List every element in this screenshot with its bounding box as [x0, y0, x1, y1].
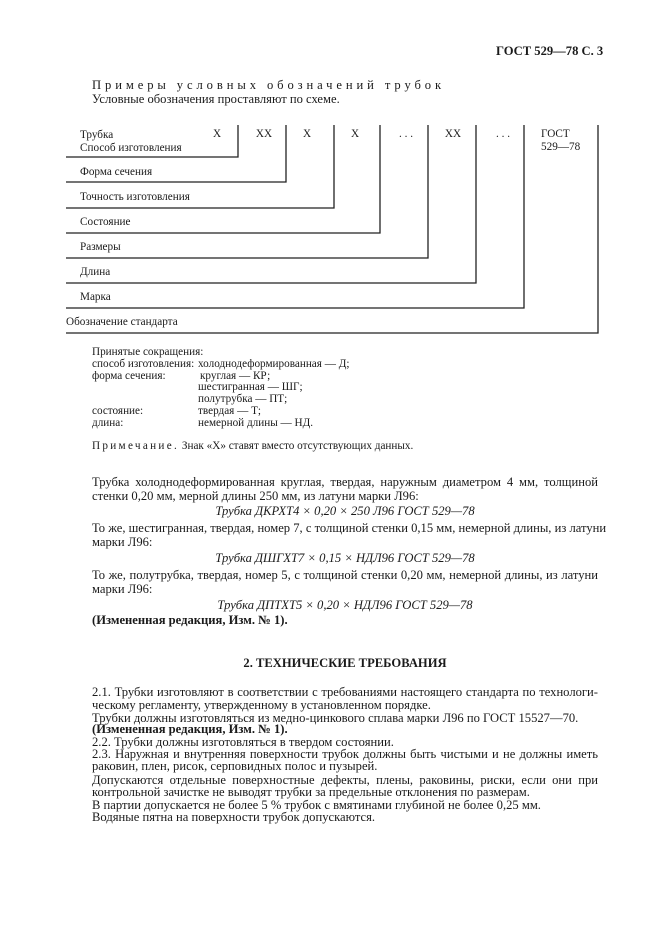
scheme-row-label: Точность изготовления: [80, 191, 190, 203]
scheme-mark: . . .: [399, 128, 413, 140]
clause-2-3-defects-line2: контрольной зачистке не выводят трубки за предельные отклонения по размерам.: [92, 785, 530, 799]
clause-2-3-line2: раковин, плен, рисок, серповидных полос и пузырей.: [92, 759, 378, 773]
example1-designation: Трубка ДКРХТ4 × 0,20 × 250 Л96 ГОСТ 529—78: [215, 504, 475, 518]
abbreviation-value: холоднодеформированная — Д;: [198, 358, 350, 370]
note-label: Примечание.: [92, 440, 180, 452]
abbreviation-label: длина:: [92, 417, 124, 429]
scheme-row-label: Форма сечения: [80, 166, 153, 178]
example3-text-line1: То же, полутрубка, твердая, номер 5, с толщиной стенки 0,20 мм, немерной длины, из латуни: [92, 568, 598, 582]
clause-2-1-line2: ческому регламенту, утвержденному в установленном порядке.: [92, 698, 431, 712]
scheme-mark: X: [350, 128, 360, 140]
scheme-standard-line2: 529—78: [541, 141, 581, 153]
note-text: Знак «Х» ставят вместо отсутствующих данных.: [181, 440, 414, 452]
scheme-row-label: Марка: [80, 291, 111, 303]
clause-2-2: 2.2. Трубки должны изготовляться в твердом состоянии.: [92, 735, 394, 749]
scheme-mark: XX: [444, 128, 462, 140]
example1-text-line1: Трубка холоднодеформированная круглая, твердая, наружным диаметром 4 мм, толщиной: [92, 475, 598, 489]
clause-2-3-line1: 2.3. Наружная и внутренняя поверхности трубок должны быть чистыми и не должны иметь: [92, 747, 598, 761]
examples-heading: Примеры условных обозначений трубок: [92, 78, 445, 92]
example2-text-line2: марки Л96:: [92, 535, 153, 549]
scheme-mark: XX: [255, 128, 273, 140]
abbreviation-value: немерной длины — НД.: [198, 417, 314, 429]
abbreviation-value: твердая — Т;: [198, 405, 262, 417]
scheme-mark: X: [212, 128, 222, 140]
note: [92, 440, 413, 453]
scheme-mark: X: [302, 128, 312, 140]
scheme-item-label: Трубка: [80, 129, 114, 141]
abbreviation-value: круглая — КР;: [200, 370, 271, 382]
examples-subtitle: Условные обозначения проставляют по схеме.: [92, 92, 340, 106]
scheme-row-label: Длина: [80, 266, 111, 278]
clause-2-1-material: Трубки должны изготовляться из медно-цинкового сплава марки Л96 по ГОСТ 15527—70.: [92, 711, 579, 725]
example3-designation: Трубка ДПТХТ5 × 0,20 × НДЛ96 ГОСТ 529—78: [217, 598, 473, 612]
example1-text-line2: стенки 0,20 мм, мерной длины 250 мм, из латуни марки Л96:: [92, 489, 419, 503]
example3-text-line2: марки Л96:: [92, 582, 153, 596]
scheme-row-label: Состояние: [80, 216, 131, 228]
abbreviation-label: состояние:: [92, 405, 144, 417]
example2-designation: Трубка ДШГХТ7 × 0,15 × НДЛ96 ГОСТ 529—78: [215, 551, 475, 565]
scheme-row-label: Размеры: [80, 241, 121, 253]
abbreviation-label: форма сечения:: [92, 370, 166, 382]
abbreviations-title: Принятые сокращения:: [92, 346, 204, 358]
amendment-note: (Измененная редакция, Изм. № 1).: [92, 613, 288, 627]
example2-text-line1: То же, шестигранная, твердая, номер 7, с толщиной стенки 0,15 мм, немерной длины, из латуни: [92, 521, 607, 535]
abbreviation-value: шестигранная — ШГ;: [198, 381, 303, 393]
scheme-row-label: Обозначение стандарта: [66, 316, 178, 328]
clause-2-3-water-stains: Водяные пятна на поверхности трубок допускаются.: [92, 810, 376, 824]
clause-2-3-defects-line1: Допускаются отдельные поверхностные дефекты, плены, раковины, риски, если они при: [92, 773, 598, 787]
page-header: ГОСТ 529—78 С. 3: [496, 44, 604, 58]
scheme-row-label: Способ изготовления: [80, 142, 182, 154]
amendment-note: (Измененная редакция, Изм. № 1).: [92, 722, 288, 736]
clause-2-3-dents: В партии допускается не более 5 % трубок с вмятинами глубиной не более 0,25 мм.: [92, 798, 541, 812]
scheme-mark: . . .: [496, 128, 510, 140]
section-title: 2. ТЕХНИЧЕСКИЕ ТРЕБОВАНИЯ: [243, 656, 447, 670]
abbreviation-label: способ изготовления:: [92, 358, 195, 370]
clause-2-1-line1: 2.1. Трубки изготовляют в соответствии с требованиями настоящего стандарта по технологи-: [92, 685, 598, 699]
abbreviation-value: полутрубка — ПТ;: [198, 393, 288, 405]
scheme-standard-line1: ГОСТ: [541, 128, 570, 140]
